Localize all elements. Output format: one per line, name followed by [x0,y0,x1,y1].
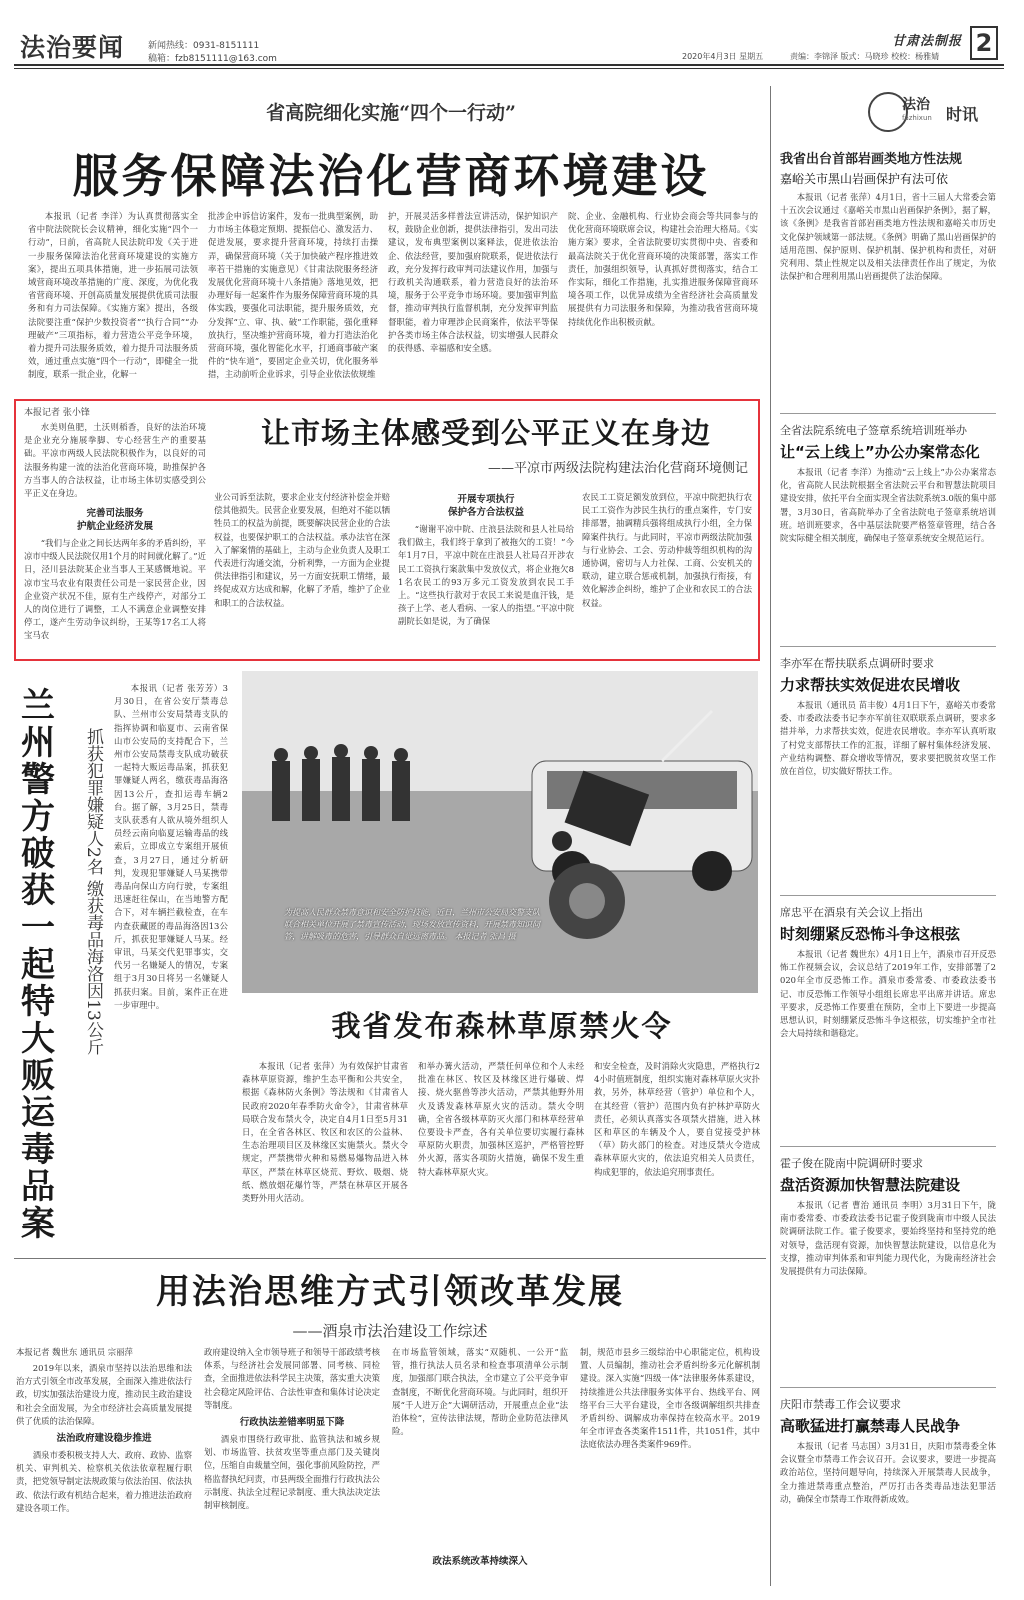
article1-col1: 本报讯（记者 李洋）为认真贯彻落实全省中院法院院长会议精神，细化实施“四个一行动”，日前，省高院人民法院印发《关于进一步服务保障法治化营商环境建设的实施方案》，提出五项具体措施，进一步拓展司法领域营商环境改革措施的广度、深度，为优化我省营商环境、开创高质量发展提供优质司法服务和有力司法保障。《实施方案》提出，各级法院要注重“保护少数投资者”“执行合同”“办理破产”三项指标，着力营造公平竞争环境，着力提升司法服务质效，着力提升司法服务质效，通过重点实施“四个一行动”，即健全一批制度，联系一批企业，化解一 [28,211,198,380]
article1-col2: 批涉企申诉信访案件，发布一批典型案例，助力市场主体稳定预期、提振信心、激发活力、促进发展，要求提升营商环境，持续打击操弄，确保营商环境（关于加快破产程序推进效率若干措施的实施意见）《甘肃法院服务经济发展优化营商环境十八条措施》落地见效，把办理好每一起案件作为服务保障营商环境的具体实践，要强化司法职能，提升服务质效，充分发挥“立、审、执、破”工作职能，强化重释放执行，坚决维护营商环境，着力打造法治化营商环境，强化智能化水平，打通商事破产案件的“快车道”，要固定企业关切，优化服务举措，主动前听企业诉求，引导企业依法依规维 [208,211,378,380]
article-fire-ban [242,1000,762,1250]
article5-col2: 政府建设纳入全市领导班子和领导干部政绩考核体系，与经济社会发展同部署、同考核、同检查，全面推进依法科学民主决策，落实重大决策社会稳定风险评估、合法性审查和集体讨论决定等制度。 行政执法差错率明显下降 酒泉市围绕行政审批、监管执法和城乡规划、市场监管、扶贫攻坚等重点部门及关键岗位，压缩自由裁量空间，强化事前风险防控，严格监督执纪问责，市县两级全面推行行政执法公示制度、执法全过程记录制度、重大执法决定法制审核制度。 [204,1347,380,1511]
sidebar-item [780,1146,996,1387]
date-line: 2020年4月3日 星期五 [682,52,764,61]
sidebar-item [780,895,996,1146]
mid-rule [14,1258,766,1259]
article5-col4: 制，规范市县乡三级综治中心职能定位，机构设置、人员编制，推动社会矛盾纠纷多元化解机制建设。深入实施“四级一体”法律服务体系建设，持续推进公共法律服务实体平台、热线平台、网络平台三大平台建设，全市各级调解组织共排查矛盾纠纷、调解成功率保持在较高水平。2019年全市评查各类案件1511件，共1051件，其中法庭依法办理各类案件969件。 [580,1347,760,1450]
article-fair-justice [14,399,760,661]
article2-subhead: ——平凉市两级法院构建法治化营商环境侧记 [487,461,748,476]
article5-col1: 本报记者 魏世东 通讯员 宗丽萍 2019年以来，酒泉市坚持以法治思维和法治方式引领全市改革发展，全面深入推进依法行政，切实加强法治建设力度，推动民主政治建设和社会全面发展，为全市经济社会高质量发展提供了优质的法治保障。 法治政府建设稳步推进 酒泉市委积极支持人大、政府、政协、监察机关、审判机关、检察机关依法依章程履行职责，把党领导制定法规政策与依法治国、依法执政、依法行政有机结合起来，着力推进法治政府建设各项工作。 [16,1347,192,1513]
sidebar-logo-text: 法治 [902,97,930,113]
article2-intro: 水美则鱼肥，土沃则稻香，良好的法治环境是企业充分施展拳脚、专心经营生产的重要基础。平凉市两级人民法院积极作为，以良好的司法服务构建一流的法治化营商环境，助推保护各方当事人的合法权益，让市场主体切实感受到公平正义在身边。 [24,422,206,499]
sidebar-item-title: 嘉峪关市黑山岩画保护有法可依 [780,172,949,186]
sidebar-news-brief [776,86,1000,1596]
article1-col3: 护，开展灵活多样普法宣讲活动，保护知识产权，鼓励企业创新，提供法律指引，发出司法建议，发布典型案例以案释法，促进依法治企、依法经营，要加强府院联系，促进依法行政，充分发挥行政审判司法建议作用，加强与行政机关沟通联系，着力营造良好的法治环境，服务于公平竞争市场环境。要加强审判监督，推动审判执行监督机制，充分发挥审判监督职能，着力审理涉企民商案件，依法平等保护各类市场主体合法权益，切实增强人民群众的获得感、幸福感和安全感。 [388,211,558,354]
masthead-rule [14,64,1004,66]
sidebar-item-text: 本报讯（记者 魏世东）4月1日上午，酒泉市召开反恐怖工作视频会议，会议总结了2019年工作，安排部署了2020年全市反恐怖工作。酒泉市委常委、市委政法委书记、市反恐怖工作领导小组组长席忠平出席并讲话。席忠平要求，反恐怖工作要重在预防，全市上下要进一步提高思想认识，时刻绷紧反恐怖斗争这根弦，切实维护全市社会大局持续和谐稳定。 [780,949,996,1039]
sidebar-item [780,148,996,413]
sidebar-item-kicker: 庆阳市禁毒工作会议要求 [780,1398,901,1411]
sidebar-item-text: 本报讯（记者 李洋）为推动“云上线上”办公办案常态化，省高院人民法院根据全省法院云平台和智慧法院项目建设安排，依托平台全面实现全省法院系统3.0版的集中部署，3月30日，省高院举办了全省法院电子签章系统培训班。培训班要求，各中基层法院要严格签章管理，结合各院实际健全相关制度，确保电子签章系统安全规范运行。 [780,467,996,544]
article5-sub1: 法治政府建设稳步推进 [56,1433,152,1445]
article-drug-case [14,668,232,1258]
article2-col2: 业公司诉至法院，要求企业支付经济补偿金并赔偿其他损失。民营企业要发展，但绝对不能以牺牲员工的权益为前提，既要解决民营企业的合法权益，也要保护职工的合法权益。承办法官在深入了解案情的基础上，主动与企业负责人及职工代表进行沟通交流，分析利弊，一方面为企业提供法律指引和建议，另一方面安抚职工情绪，最终促成双方达成和解，化解了矛盾，维护了企业和职工的合法权益。 [214,492,390,608]
hotline: 新闻热线：0931-8151111 [148,41,260,51]
article5-sub3: 政法系统改革持续深入 [432,1556,528,1567]
article4-col1: 本报讯（记者 张萍）为有效保护甘肃省森林草原资源，维护生态平衡和公共安全，根据《森林防火条例》等法规和《甘肃省人民政府2020年春季防火命令》，甘肃省林草局联合发布禁火令，决定自4月1日至5月31日，在全省各林区、牧区和农区的公益林、生态治理项目区及林缘区实施禁火。禁火令规定，严禁携带火种和易燃易爆物品进入林草区，严禁在林草区烧荒、野炊、吸烟、烧纸、燃放烟花爆竹等，严禁在林草区开展各类野外用火活动。 [242,1061,408,1204]
section-title: 法治要闻 [20,33,125,62]
sidebar-item-kicker: 我省出台首部岩画类地方性法规 [780,152,963,167]
article2-sub2: 开展专项执行 保护各方合法权益 [447,494,524,518]
photo-scene [242,671,758,993]
masthead-rule-thin [14,68,1004,69]
article4-col2: 和举办篝火活动，严禁任何单位和个人未经批准在林区、牧区及林缘区进行爆破、焊接、烧火驱兽等涉火活动，严禁其他野外用火及诱发森林草原火灾的活动。禁火令明确，全省各级林草防灭火部门和林草经营单位要设卡严查，各有关单位要切实履行森林草原防火职责，加强林区巡护，严格管控野外火源，落实各项防火措施，确保不发生重特大森林草原火灾。 [418,1061,584,1177]
article2-byline: 本报记者 张小锋 [24,408,90,418]
email: 稿箱：fzb8151111@163.com [148,54,277,64]
article2-col4: 农民工工资足额发放到位，平凉中院把执行农民工工资作为涉民生执行的重点案件，专门安排部署，抽调精兵强将组成执行小组，全力保障案件执行。与此同时，平凉市两级法院加强与行业协会、工会、劳动仲裁等组织机构的沟通协调，密切与人力社保、工商、公安机关的联动，建立联合惩戒机制，加强执行衔接，有效化解涉企纠纷，维护了企业和农民工的合法权益。 [582,492,752,608]
sidebar-divider [770,86,771,1586]
article5-col3: 在市场监管领域，落实“双随机、一公开”监管，推行执法人员名录和检查事项清单公示制度，加强部门联合执法，全市建立了公平竞争审查制度，不断优化营商环境。与此同时，组织开展“千人进万企”大调研活动，开展重点企业“法治体检”，宣传法律法规，帮助企业防范法律风险。 政法系统改革持续深入 [392,1347,568,1567]
article2-headline: 让市场主体感受到公平正义在身边 [260,416,711,450]
article4-col3: 和安全检查，及时消除火灾隐患，严格执行24小时值班制度，组织实施对森林草原火灾扑救，另外，林草经营（管护）单位和个人，在其经营（管护）范围内负有护林护草防火责任，必须认真落实各项禁火措施，进入林区和草区的车辆及个人，要自觉接受护林（草）防火部门的检查。对违反禁火令造成森林草原火灾的，依法追究相关人员责任，构成犯罪的，依法追究刑事责任。 [594,1061,760,1177]
sidebar-section: 时讯 [946,105,979,124]
paper-name: 甘肃法制报 [892,34,963,49]
article1-col4: 院、企业、金融机构、行业协会商会等共同参与的优化营商环境联席会议，构建社会治理大格局。《实施方案》要求，全省法院要切实贯彻中央、省委和最高法院关于优化营商环境的决策部署，落实工作责任，加强组织领导，认真抓好贯彻落实，结合工作实际，细化工作措施，扎实推进服务保障营商环境各项工作，以优异成绩为全省经济社会高质量发展提供有力司法服务和保障，为推动我省营商环境持续优化作出积极贡献。 [568,211,758,327]
sidebar-item-kicker: 霍子俊在陇南中院调研时要求 [780,1157,923,1170]
article5-sub2: 行政执法差错率明显下降 [239,1417,345,1429]
sidebar-item-kicker: 李亦军在帮扶联系点调研时要求 [780,657,934,670]
sidebar-item-title: 盘活资源加快智慧法院建设 [780,1176,961,1194]
sidebar-item-text: 本报讯（记者 曹治 通讯员 李明）3月31日下午，陇南市委常委、市委政法委书记霍子俊到陇南市中级人民法院调研法院工作。霍子俊要求，要始终坚持和坚持党的绝对领导，盘活现有资源，加快智慧法院建设，以信息化为支撑，推动审判体系和审判能力现代化，为陇南经济社会发展提供有力司法保障。 [780,1200,996,1277]
page-number: 2 [970,26,998,60]
news-photo [242,671,758,993]
article5-subhead: ——酒泉市法治建设工作综述 [292,1322,488,1340]
article1-kicker: 省高院细化实施“四个一行动” [266,102,516,124]
photo-caption: 为提高人民群众禁毒意识和安全防护技能，近日，兰州市公安局交警支队联合相关单位开展了禁毒宣传活动，现场发放宣传资料，开展禁毒知识问答，讲解吸毒的危害，引导群众自觉远离毒品。 本报记者 张昌 摄 [284,908,540,941]
article3-subhead: 抓获犯罪嫌疑人2名 缴获毒品海洛因13公斤 [83,728,103,1055]
sidebar-list [780,148,996,1588]
masthead [0,0,1024,62]
sidebar-item-kicker: 全省法院系统电子签章系统培训班举办 [780,424,967,437]
sidebar-item-title: 高歌猛进打赢禁毒人民战争 [780,1417,961,1435]
sidebar-item [780,1387,996,1588]
article4-headline: 我省发布森林草原禁火令 [331,1009,673,1043]
article3-text: 本报讯（记者 张芳芳）3月30日，在省公安厅禁毒总队、兰州市公安局禁毒支队的指挥协调和临夏市、云南省保山市公安局的支持配合下，兰州市公安局禁毒支队成功破获一起特大贩运毒品案，抓获犯罪嫌疑人两名，缴获毒品海洛因13公斤，查扣运毒车辆2台。据了解，3月25日，禁毒支队获悉有人欲从境外组织人员经云南向临夏运输毒品的线索后，立即成立专案组开展侦查，3月27日，通过分析研判，发现犯罪嫌疑人马某携带毒品向保山方向行驶，专案组迅速赶往保山，在当地警方配合下，对车辆拦截检查，在车内查获藏匿的毒品海洛因13公斤，抓获犯罪嫌疑人马某。经审讯，马某交代犯罪事实，交代另一名嫌疑人的情况，专案组于3月30日将另一名嫌疑人抓获归案。目前，案件正在进一步审理中。 [114,683,228,1010]
tire-parts [549,863,625,939]
article-jiuquan-rule-of-law [14,1262,766,1592]
article2-col1: 完善司法服务 护航企业经济发展 “我们与企业之间长达两年多的矛盾纠纷，平凉市中级人民法院仅用1个月的时间就化解了。”近日，泾川县法院某企业当事人王某感慨地说。平凉市宝马农业有限责任公司是一家民营企业，因企业资产状况不佳，原有生产线停产，对部分工人的岗位进行了调整，工人不满意企业调整安排停工，遂产生劳动争议纠纷，王某等17名工人将宝马农 [24,508,206,641]
article5-byline: 本报记者 魏世东 通讯员 宗丽萍 [16,1347,133,1357]
article-business-environment [18,90,764,390]
sidebar-logo-sub: fazhixun [902,114,932,122]
sidebar-item-text: 本报讯（通讯员 苗丰俊）4月1日下午，嘉峪关市委常委、市委政法委书记李亦军前往双联联系点调研，要求多措并举，力求帮扶实效，促进农民增收。李亦军认真听取了村党支部帮扶工作的汇报，详细了解村集体经济发展、产业结构调整、群众增收等情况，要求要把脱贫攻坚工作放在首位，切实做好帮扶工作。 [780,700,996,777]
article5-headline: 用法治思维方式引领改革发展 [156,1272,624,1312]
sidebar-item [780,646,996,895]
article2-sub1: 完善司法服务 护航企业经济发展 [76,508,153,532]
editors-line: 责编：李锦泽 版式：马晓珍 校校：杨雅婧 [790,52,940,61]
sidebar-item [780,413,996,646]
sidebar-logo [868,92,992,132]
sidebar-item-title: 力求帮扶实效促进农民增收 [780,676,961,694]
sidebar-item-text: 本报讯（记者 马志国）3月31日，庆阳市禁毒委全体会议暨全市禁毒工作会议召开。会议要求，要进一步提高政治站位，坚持问题导向，持续深入开展禁毒人民战争，全力推进禁毒重点整治，严厉打击各类毒品违法犯罪活动，确保全市禁毒工作取得新成效。 [780,1441,996,1504]
sidebar-item-text: 本报讯（记者 张萍）4月1日，省十三届人大常委会第十五次会议通过《嘉峪关市黑山岩画保护条例》，据了解，该《条例》是我省首部岩画类地方性法规和嘉峪关市历史文化保护领域第一部法规。《条例》明确了黑山岩画保护的适用范围、保护原则、保护机制、保护机构和责任，对研究利用、禁止性规定以及相关法律责任作出了规定，为依法保护和合理利用黑山岩画提供了法治保障。 [780,192,996,282]
article3-headline: 兰州警方破获一起特大贩运毒品案 [21,686,55,1244]
sidebar-item-kicker: 席忠平在酒泉有关会议上指出 [780,906,923,919]
sidebar-item-title: 时刻绷紧反恐怖斗争这根弦 [780,925,961,943]
sidebar-item-title: 让“云上线上”办公办案常态化 [780,443,980,461]
article2-col3: 开展专项执行 保护各方合法权益 “谢谢平凉中院、庄浪县法院和县人社局给我们做主，我们终于拿到了被拖欠的工资！”今年1月7日，平凉中院在庄浪县人社局召开涉农民工工资执行案款集中发放仪式，将企业拖欠81名农民工的93万多元工资发放到农民工手上。“这些执行款对于农民工来说是血汗钱，是孩子上学、老人看病、一家人的指望。”平凉中院副院长如是说，为了确保 [398,494,574,627]
article1-headline: 服务保障法治化营商环境建设 [72,149,710,203]
